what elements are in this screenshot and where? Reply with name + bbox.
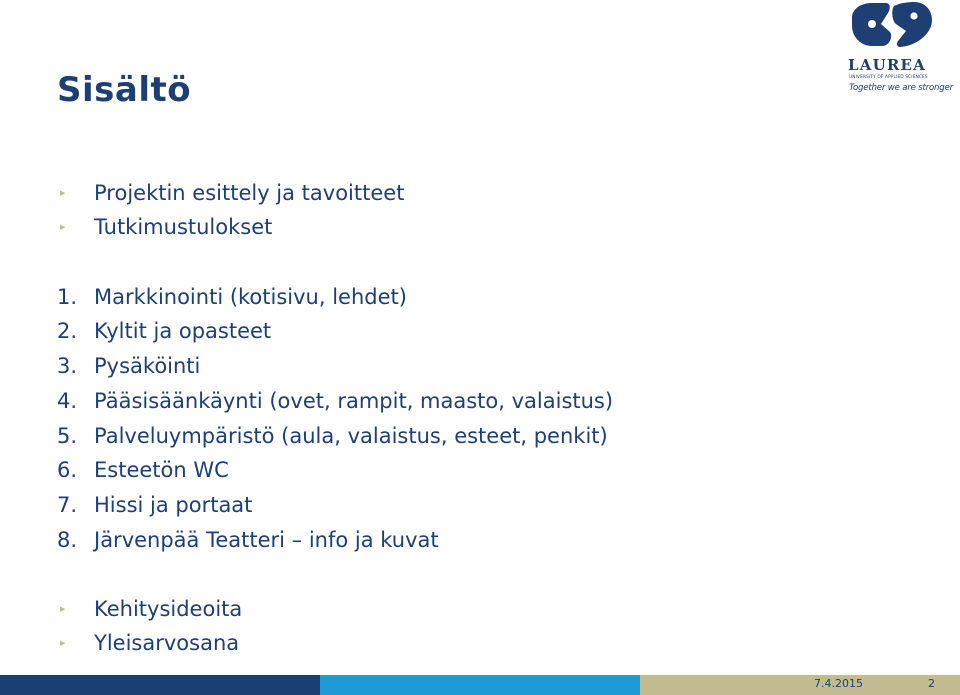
- list-item-text: Hissi ja portaat: [94, 493, 253, 517]
- logo-tagline: Together we are stronger: [849, 83, 953, 93]
- bullet-icon: ▸: [60, 220, 66, 233]
- list-number: 8.: [57, 528, 78, 552]
- logo-wordmark: LAUREA: [848, 56, 927, 74]
- list-item-text: Kehitysideoita: [94, 597, 243, 621]
- list-number: 5.: [57, 424, 78, 448]
- bullet-icon: ▸: [60, 186, 66, 199]
- list-number: 6.: [57, 458, 78, 482]
- bullet-icon: ▸: [60, 636, 66, 649]
- list-item-text: Pääsisäänkäynti (ovet, rampit, maasto, valaistus): [94, 389, 614, 413]
- list-item-text: Järvenpää Teatteri – info ja kuvat: [94, 528, 439, 552]
- list-item-text: Esteetön WC: [94, 458, 229, 482]
- footer-segment-blue: [320, 675, 640, 695]
- list-number: 2.: [57, 319, 78, 343]
- list-item-text: Kyltit ja opasteet: [94, 319, 272, 343]
- list-number: 1.: [57, 285, 78, 309]
- footer-segment-navy: [0, 675, 320, 695]
- list-item-text: Projektin esittely ja tavoitteet: [94, 181, 405, 205]
- page-number: 2: [928, 677, 935, 690]
- logo-subline: UNIVERSITY OF APPLIED SCIENCES: [849, 74, 928, 79]
- list-item-text: Pysäköinti: [94, 354, 201, 378]
- list-item-text: Tutkimustulokset: [94, 215, 273, 239]
- list-item-text: Palveluympäristö (aula, valaistus, esteet, penkit): [94, 424, 608, 448]
- footer-segment-beige: [640, 675, 960, 695]
- list-item-text: Markkinointi (kotisivu, lehdet): [94, 285, 407, 309]
- slide-title: Sisältö: [57, 70, 192, 110]
- list-item-text: Yleisarvosana: [94, 631, 240, 655]
- list-number: 4.: [57, 389, 78, 413]
- list-number: 7.: [57, 493, 78, 517]
- bullet-icon: ▸: [60, 602, 66, 615]
- laurea-emblem-icon: [850, 2, 932, 48]
- list-number: 3.: [57, 354, 78, 378]
- laurea-logo: [846, 2, 953, 94]
- footer-date: 7.4.2015: [814, 677, 863, 690]
